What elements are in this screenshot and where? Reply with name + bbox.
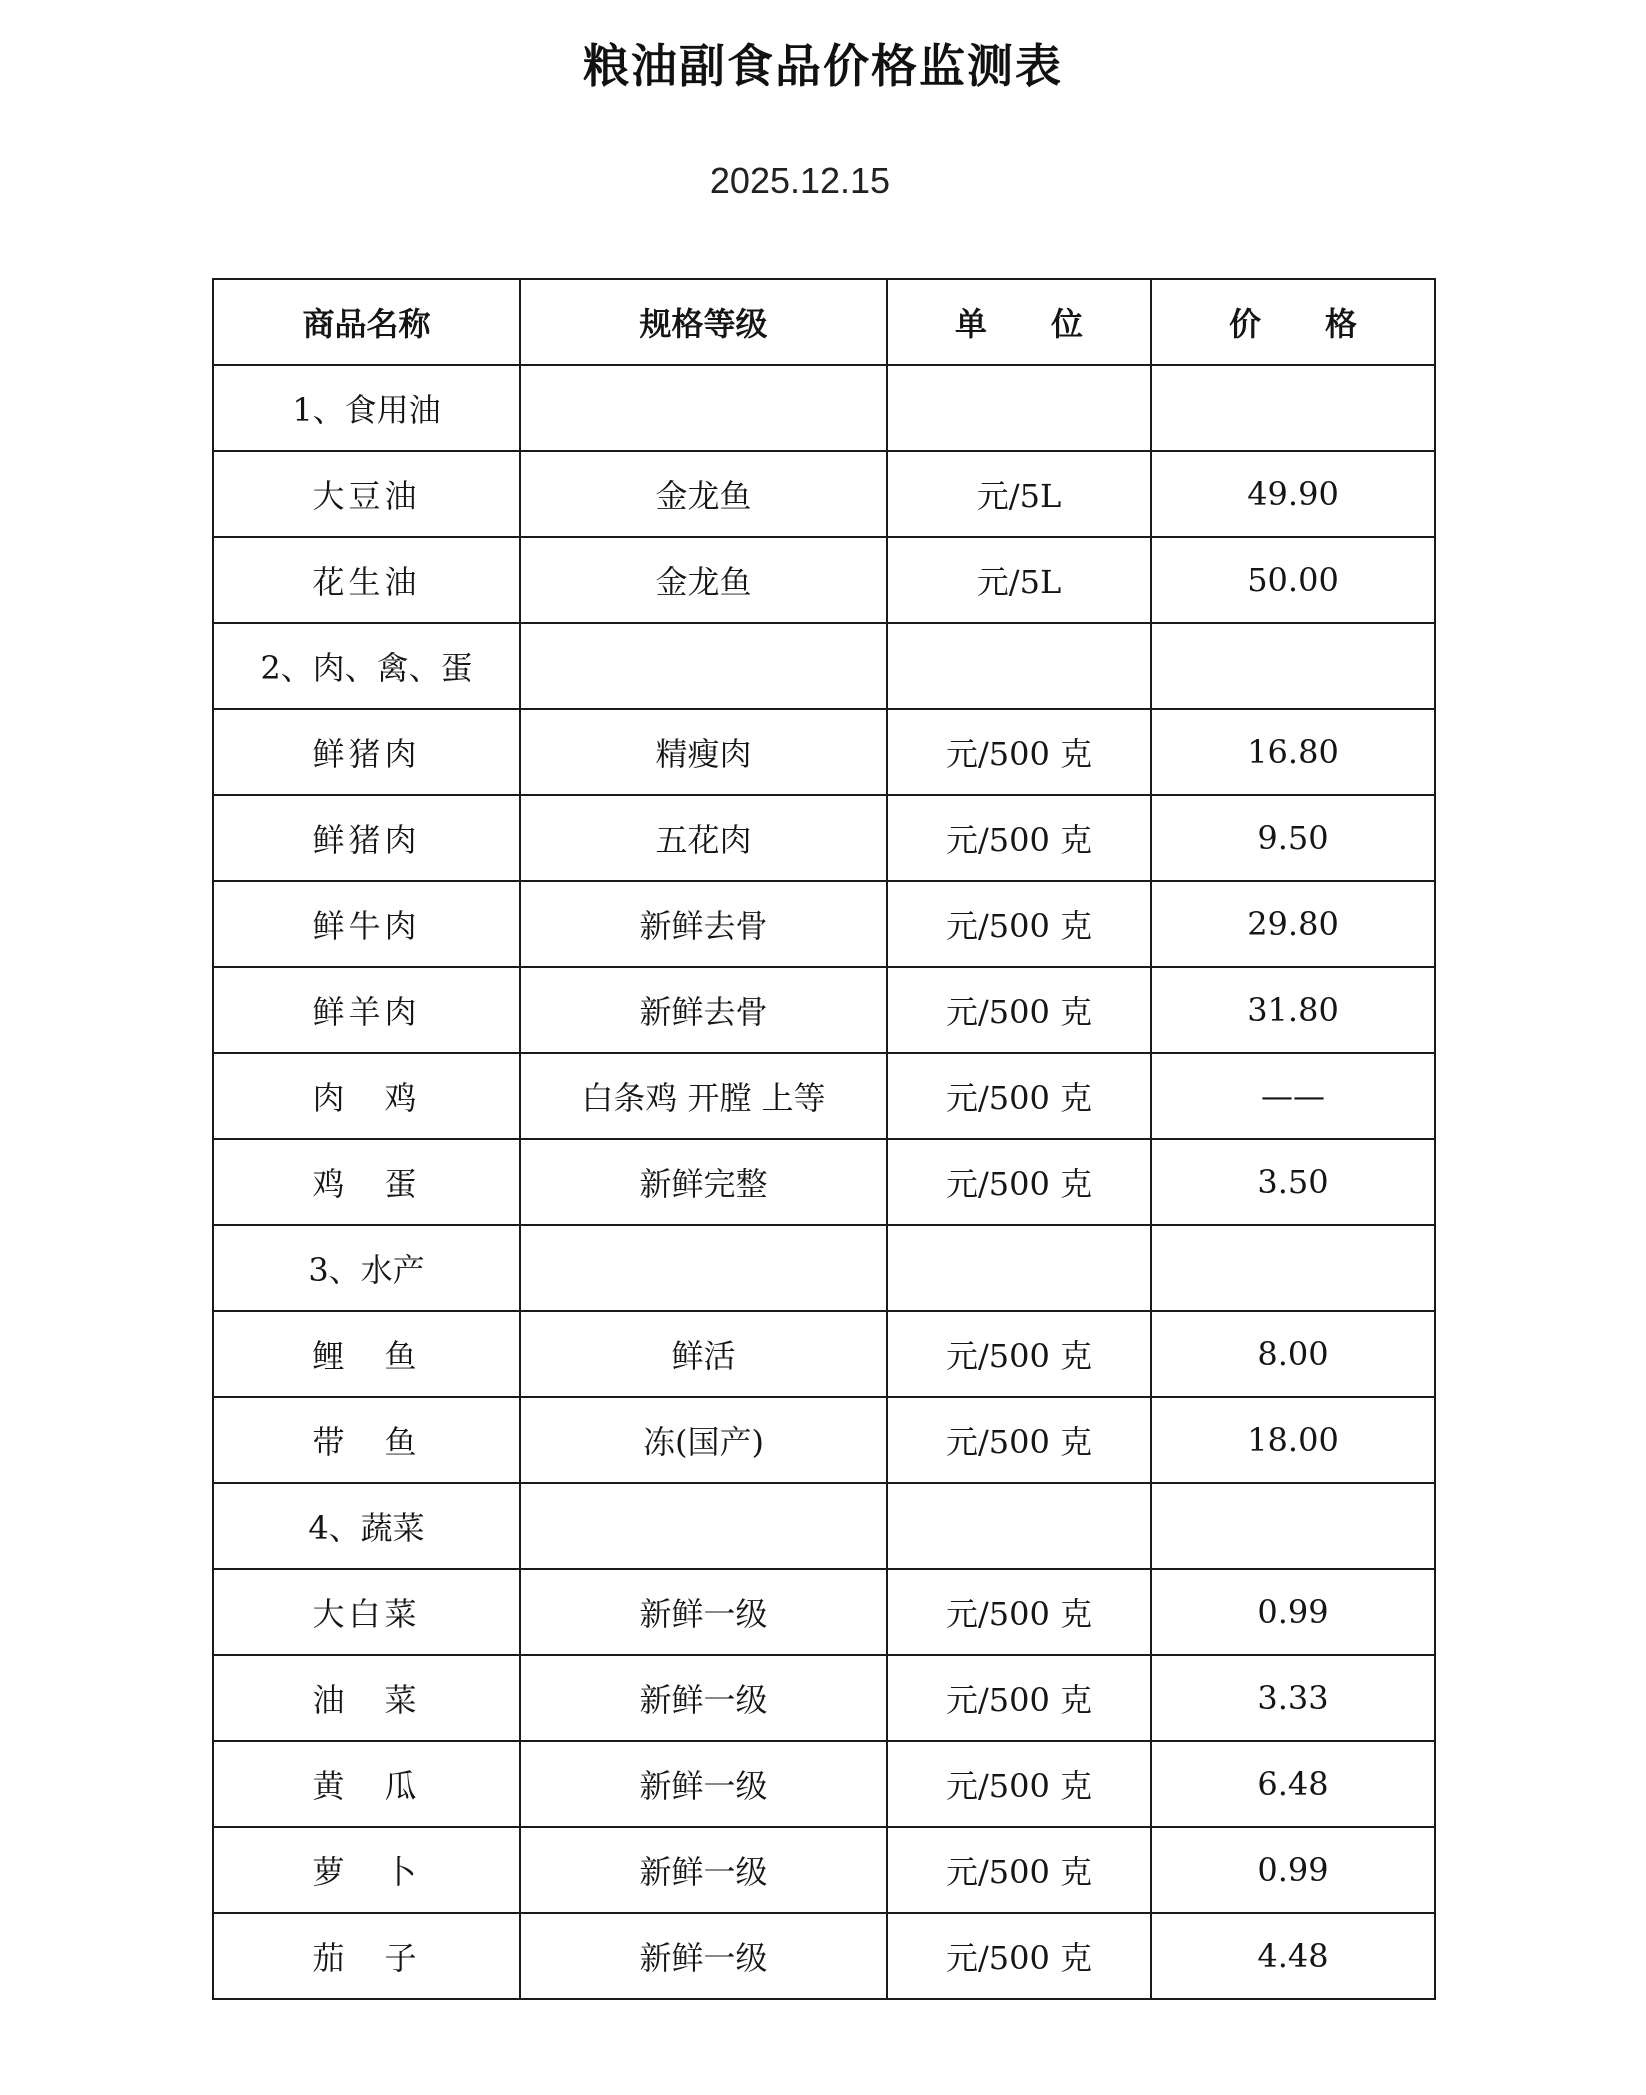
empty-cell bbox=[887, 623, 1151, 709]
table-row bbox=[213, 1913, 1435, 1999]
header-price: 价 格 bbox=[1151, 279, 1435, 365]
item-price: —— bbox=[1151, 1053, 1435, 1139]
category-row bbox=[213, 623, 1435, 709]
item-name: 带 鱼 bbox=[213, 1397, 520, 1483]
item-unit: 元/5L bbox=[887, 451, 1151, 537]
item-unit: 元/500 克 bbox=[887, 881, 1151, 967]
empty-cell bbox=[887, 1225, 1151, 1311]
item-price: 9.50 bbox=[1151, 795, 1435, 881]
price-table bbox=[212, 278, 1436, 2000]
table-row bbox=[213, 881, 1435, 967]
item-unit: 元/500 克 bbox=[887, 1913, 1151, 1999]
item-unit: 元/500 克 bbox=[887, 1741, 1151, 1827]
item-spec: 精瘦肉 bbox=[520, 709, 887, 795]
table-row bbox=[213, 1827, 1435, 1913]
item-spec: 新鲜一级 bbox=[520, 1655, 887, 1741]
item-spec: 白条鸡 开膛 上等 bbox=[520, 1053, 887, 1139]
item-price: 0.99 bbox=[1151, 1827, 1435, 1913]
empty-cell bbox=[520, 623, 887, 709]
item-name: 油 菜 bbox=[213, 1655, 520, 1741]
item-name: 鲜猪肉 bbox=[213, 795, 520, 881]
item-price: 16.80 bbox=[1151, 709, 1435, 795]
item-unit: 元/500 克 bbox=[887, 1827, 1151, 1913]
category-label: 1、食用油 bbox=[213, 365, 520, 451]
empty-cell bbox=[1151, 1225, 1435, 1311]
item-unit: 元/500 克 bbox=[887, 1139, 1151, 1225]
item-spec: 冻(国产) bbox=[520, 1397, 887, 1483]
empty-cell bbox=[520, 1225, 887, 1311]
empty-cell bbox=[1151, 365, 1435, 451]
item-unit: 元/5L bbox=[887, 537, 1151, 623]
page-title: 粮油副食品价格监测表 bbox=[583, 39, 1063, 93]
empty-cell bbox=[887, 365, 1151, 451]
item-name: 黄 瓜 bbox=[213, 1741, 520, 1827]
item-price: 3.33 bbox=[1151, 1655, 1435, 1741]
item-spec: 新鲜去骨 bbox=[520, 881, 887, 967]
item-name: 萝 卜 bbox=[213, 1827, 520, 1913]
table-row bbox=[213, 1053, 1435, 1139]
item-name: 鲤 鱼 bbox=[213, 1311, 520, 1397]
item-name: 鲜羊肉 bbox=[213, 967, 520, 1053]
empty-cell bbox=[887, 1483, 1151, 1569]
item-name: 肉 鸡 bbox=[213, 1053, 520, 1139]
item-name: 鲜猪肉 bbox=[213, 709, 520, 795]
item-spec: 金龙鱼 bbox=[520, 537, 887, 623]
item-price: 29.80 bbox=[1151, 881, 1435, 967]
item-spec: 新鲜完整 bbox=[520, 1139, 887, 1225]
item-unit: 元/500 克 bbox=[887, 1569, 1151, 1655]
table-row bbox=[213, 451, 1435, 537]
item-price: 31.80 bbox=[1151, 967, 1435, 1053]
category-label: 2、肉、禽、蛋 bbox=[213, 623, 520, 709]
category-row bbox=[213, 1225, 1435, 1311]
item-unit: 元/500 克 bbox=[887, 967, 1151, 1053]
item-spec: 新鲜一级 bbox=[520, 1913, 887, 1999]
item-spec: 鲜活 bbox=[520, 1311, 887, 1397]
empty-cell bbox=[1151, 623, 1435, 709]
item-spec: 金龙鱼 bbox=[520, 451, 887, 537]
table-row bbox=[213, 1139, 1435, 1225]
item-spec: 新鲜一级 bbox=[520, 1569, 887, 1655]
table-row bbox=[213, 537, 1435, 623]
category-row bbox=[213, 365, 1435, 451]
header-spec-grade: 规格等级 bbox=[520, 279, 887, 365]
item-price: 6.48 bbox=[1151, 1741, 1435, 1827]
item-unit: 元/500 克 bbox=[887, 1053, 1151, 1139]
empty-cell bbox=[1151, 1483, 1435, 1569]
empty-cell bbox=[520, 365, 887, 451]
item-unit: 元/500 克 bbox=[887, 795, 1151, 881]
item-spec: 新鲜一级 bbox=[520, 1827, 887, 1913]
table-row bbox=[213, 1311, 1435, 1397]
report-date: 2025.12.15 bbox=[709, 160, 891, 201]
item-name: 花生油 bbox=[213, 537, 520, 623]
table-row bbox=[213, 709, 1435, 795]
table-header-row bbox=[213, 279, 1435, 365]
item-unit: 元/500 克 bbox=[887, 1655, 1151, 1741]
item-unit: 元/500 克 bbox=[887, 1311, 1151, 1397]
item-price: 18.00 bbox=[1151, 1397, 1435, 1483]
item-price: 50.00 bbox=[1151, 537, 1435, 623]
item-name: 大白菜 bbox=[213, 1569, 520, 1655]
table-row bbox=[213, 1397, 1435, 1483]
item-name: 鸡 蛋 bbox=[213, 1139, 520, 1225]
item-price: 0.99 bbox=[1151, 1569, 1435, 1655]
item-price: 49.90 bbox=[1151, 451, 1435, 537]
item-price: 3.50 bbox=[1151, 1139, 1435, 1225]
item-name: 大豆油 bbox=[213, 451, 520, 537]
item-name: 茄 子 bbox=[213, 1913, 520, 1999]
item-spec: 五花肉 bbox=[520, 795, 887, 881]
table-row bbox=[213, 795, 1435, 881]
item-unit: 元/500 克 bbox=[887, 1397, 1151, 1483]
item-price: 8.00 bbox=[1151, 1311, 1435, 1397]
item-name: 鲜牛肉 bbox=[213, 881, 520, 967]
item-spec: 新鲜去骨 bbox=[520, 967, 887, 1053]
table-row bbox=[213, 1741, 1435, 1827]
category-label: 4、蔬菜 bbox=[213, 1483, 520, 1569]
table-row bbox=[213, 1569, 1435, 1655]
header-unit: 单 位 bbox=[887, 279, 1151, 365]
header-product-name: 商品名称 bbox=[213, 279, 520, 365]
category-label: 3、水产 bbox=[213, 1225, 520, 1311]
item-unit: 元/500 克 bbox=[887, 709, 1151, 795]
item-spec: 新鲜一级 bbox=[520, 1741, 887, 1827]
empty-cell bbox=[520, 1483, 887, 1569]
table-row bbox=[213, 967, 1435, 1053]
category-row bbox=[213, 1483, 1435, 1569]
item-price: 4.48 bbox=[1151, 1913, 1435, 1999]
table-row bbox=[213, 1655, 1435, 1741]
